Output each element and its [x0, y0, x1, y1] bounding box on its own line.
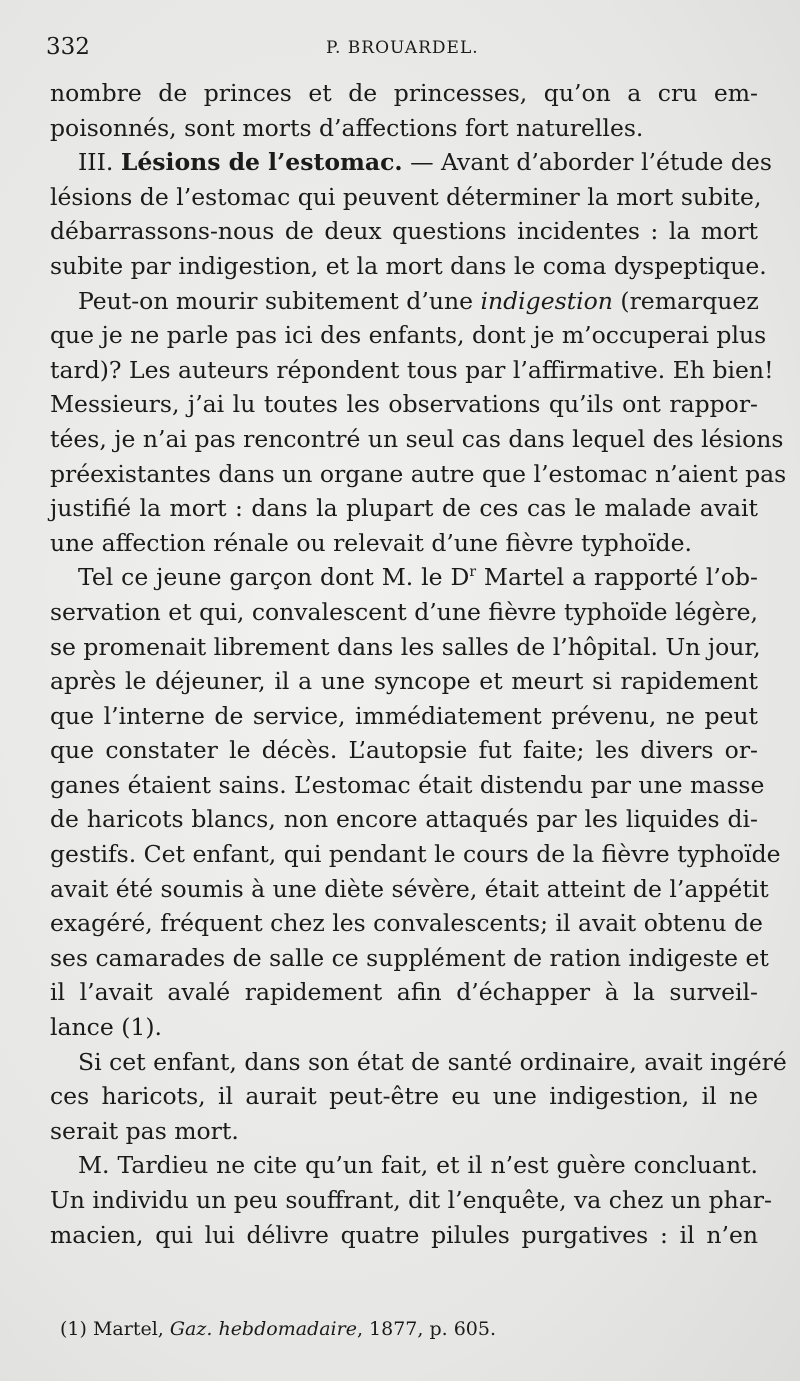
text-line: lance (1). [50, 1013, 162, 1042]
footnote [60, 1318, 496, 1340]
text-line: tées, je n’ai pas rencontré un seul cas dans lequel des lésions [50, 424, 784, 453]
text-line: après le déjeuner, il a une syncope et meurt si rapidement [50, 667, 758, 696]
section-heading-rest: — Avant d’aborder l’étude des [402, 148, 772, 177]
text-line: poisonnés, sont morts d’affections fort naturelles. [50, 113, 644, 142]
text-line: subite par indigestion, et la mort dans le coma dyspeptique. [50, 251, 767, 280]
text-line: ces haricots, il aurait peut-être eu une indigestion, il ne [50, 1082, 758, 1111]
text-line: débarrassons-nous de deux questions incidentes : la mort [50, 217, 758, 246]
text-line: gestifs. Cet enfant, qui pendant le cours de la fièvre typhoïde [50, 840, 781, 869]
text-span: (remarquez [612, 286, 759, 315]
text-line: Messieurs, j’ai lu toutes les observations qu’ils ont rappor- [50, 390, 758, 419]
text-line: il l’avait avalé rapidement afin d’échapper à la surveil- [50, 978, 758, 1007]
page-header [46, 34, 754, 64]
text-line: nombre de princes et de princesses, qu’on a cru em- [50, 79, 758, 107]
section-title: Lésions de l’estomac. [120, 148, 403, 177]
text-line: préexistantes dans un organe autre que l’estomac n’aient pas [50, 459, 787, 488]
text-line: se promenait librement dans les salles de l’hôpital. Un jour, [50, 632, 761, 661]
section-heading-line [50, 145, 772, 180]
text-line: avait été soumis à une diète sévère, était atteint de l’appétit [50, 874, 769, 903]
text-line: justifié la mort : dans la plupart de ces cas le malade avait [50, 494, 758, 523]
text-line: que constater le décès. L’autopsie fut faite; les divers or- [50, 736, 758, 765]
text-line: de haricots blancs, non encore attaqués par les liquides di- [50, 805, 758, 834]
text-span: Tel ce jeune garçon dont M. le D [78, 563, 470, 592]
footnote-journal: Gaz. hebdomadaire [169, 1318, 357, 1340]
text-line: ganes étaient sains. L’estomac était distendu par une masse [50, 770, 765, 799]
footnote-mark: (1) Martel, [60, 1318, 170, 1340]
text-line: serait pas mort. [50, 1116, 239, 1145]
paragraph-start-line [50, 284, 758, 319]
text-line: une affection rénale ou relevait d’une fièvre typhoïde. [50, 528, 692, 557]
text-span: Peut-on mourir subitement d’une [78, 286, 481, 315]
text-line: tard)? Les auteurs répondent tous par l’affirmative. Eh bien! [50, 355, 774, 384]
section-numeral: III. [78, 148, 114, 177]
footnote-rest: , 1877, p. 605. [356, 1318, 496, 1340]
paragraph-start-line [50, 560, 758, 595]
text-line: que l’interne de service, immédiatement prévenu, ne peut [50, 701, 758, 730]
page-number: 332 [46, 34, 90, 60]
italic-term: indigestion [480, 286, 613, 315]
text-line: ses camarades de salle ce supplément de ration indigeste et [50, 943, 769, 972]
text-line: M. Tardieu ne cite qu’un fait, et il n’est guère concluant. [78, 1151, 758, 1180]
text-line: Un individu un peu souffrant, dit l’enquête, va chez un phar- [50, 1186, 772, 1214]
text-line: Si cet enfant, dans son état de santé ordinaire, avait ingéré [78, 1047, 787, 1076]
running-head: P. BROUARDEL. [326, 38, 479, 58]
text-line: exagéré, fréquent chez les convalescents; il avait obtenu de [50, 909, 763, 938]
text-line: que je ne parle pas ici des enfants, dont je m’occuperai plus [50, 321, 767, 350]
text-span: Martel a rapporté l’ob- [476, 563, 758, 592]
text-line: macien, qui lui délivre quatre pilules purgatives : il n’en [50, 1220, 758, 1249]
superscript: r [469, 564, 477, 581]
body-text [50, 76, 787, 1252]
text-line: servation et qui, convalescent d’une fièvre typhoïde légère, [50, 597, 758, 626]
text-line: lésions de l’estomac qui peuvent déterminer la mort subite, [50, 182, 762, 211]
